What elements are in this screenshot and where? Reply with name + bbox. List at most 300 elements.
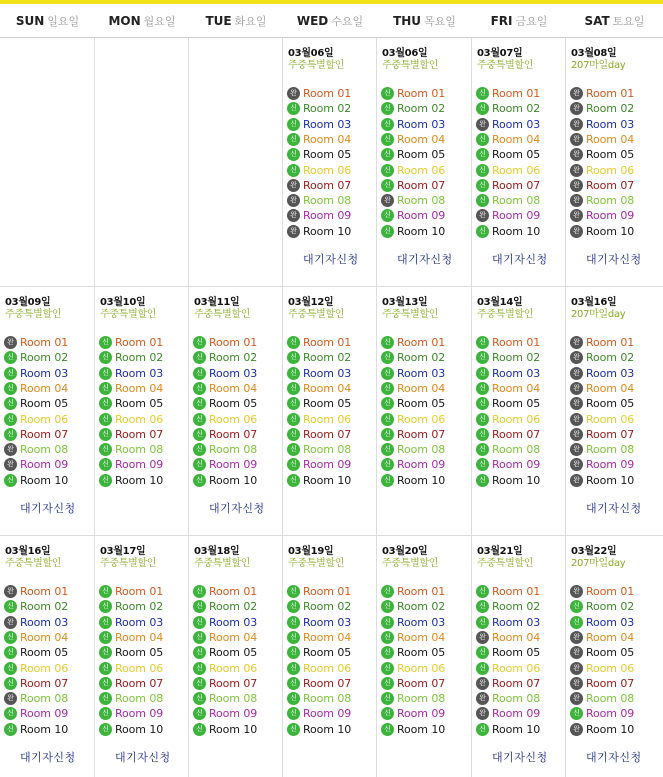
day-date: 03월12일 — [288, 297, 334, 308]
room-item[interactable] — [570, 208, 634, 223]
room-item[interactable] — [4, 442, 68, 457]
room-item[interactable] — [193, 706, 257, 721]
room-name: Room 09 — [115, 707, 164, 721]
room-item[interactable] — [476, 630, 540, 645]
room-name: Room 09 — [397, 209, 446, 223]
room-name: Room 03 — [20, 615, 69, 629]
room-item[interactable] — [193, 412, 257, 427]
room-name: Room 01 — [20, 585, 69, 598]
day-promo: 207마일day — [571, 60, 626, 71]
room-name: Room 01 — [586, 87, 635, 100]
room-name: Room 03 — [586, 117, 635, 131]
room-item[interactable] — [476, 427, 540, 442]
room-name: Room 01 — [397, 585, 446, 598]
room-item[interactable] — [287, 676, 351, 691]
room-item[interactable] — [99, 691, 163, 706]
room-item[interactable] — [476, 86, 540, 101]
room-name: Room 02 — [209, 351, 258, 365]
available-status-icon: 신 — [99, 428, 112, 441]
day-promo: 주중특별할인 — [288, 60, 345, 71]
room-item[interactable] — [287, 473, 351, 488]
room-item[interactable] — [193, 630, 257, 645]
day-date: 03월13일 — [382, 297, 428, 308]
room-item[interactable] — [381, 442, 445, 457]
room-item[interactable] — [4, 350, 68, 365]
available-status-icon: 신 — [99, 413, 112, 426]
room-item[interactable] — [381, 691, 445, 706]
waitlist-apply-link[interactable]: 대기자신청 — [115, 751, 171, 764]
room-item[interactable] — [99, 457, 163, 472]
room-item[interactable] — [4, 615, 68, 630]
room-item[interactable] — [99, 350, 163, 365]
room-item[interactable] — [476, 335, 540, 350]
room-name: Room 06 — [303, 412, 352, 426]
room-item[interactable] — [570, 427, 634, 442]
room-item[interactable] — [570, 615, 634, 630]
waitlist-apply-link[interactable]: 대기자신청 — [397, 253, 453, 266]
room-item[interactable] — [570, 117, 634, 132]
available-status-icon: 신 — [4, 413, 17, 426]
room-item[interactable] — [287, 706, 351, 721]
reserved-status-icon: 완 — [570, 413, 583, 426]
reserved-status-icon: 완 — [570, 164, 583, 177]
room-item[interactable] — [4, 396, 68, 411]
room-item[interactable] — [4, 412, 68, 427]
room-item[interactable] — [99, 427, 163, 442]
room-item[interactable] — [476, 193, 540, 208]
available-status-icon: 신 — [193, 646, 206, 659]
room-item[interactable] — [476, 412, 540, 427]
room-item[interactable] — [476, 147, 540, 162]
room-item[interactable] — [381, 599, 445, 614]
room-item[interactable] — [570, 147, 634, 162]
room-item[interactable] — [193, 645, 257, 660]
room-item[interactable] — [381, 722, 445, 737]
room-item[interactable] — [381, 335, 445, 350]
room-item[interactable] — [381, 193, 445, 208]
room-item[interactable] — [193, 661, 257, 676]
room-item[interactable] — [287, 381, 351, 396]
room-name: Room 10 — [586, 224, 635, 238]
room-item[interactable] — [381, 366, 445, 381]
room-name: Room 04 — [586, 630, 635, 644]
reserved-status-icon: 완 — [287, 87, 300, 100]
room-item[interactable] — [193, 396, 257, 411]
room-item[interactable] — [476, 381, 540, 396]
day-promo: 주중특별할인 — [5, 309, 62, 320]
room-name: Room 09 — [586, 707, 635, 721]
room-item[interactable] — [381, 132, 445, 147]
room-item[interactable] — [570, 473, 634, 488]
day-cell — [566, 38, 663, 287]
room-item[interactable] — [287, 615, 351, 630]
room-name: Room 07 — [397, 427, 446, 441]
room-name: Room 07 — [492, 178, 541, 192]
waitlist-apply-link[interactable]: 대기자신청 — [20, 751, 76, 764]
day-header-thu — [377, 4, 472, 37]
room-item[interactable] — [287, 691, 351, 706]
room-item[interactable] — [476, 584, 540, 599]
room-item[interactable] — [287, 335, 351, 350]
room-item[interactable] — [4, 584, 68, 599]
room-item[interactable] — [287, 457, 351, 472]
room-item[interactable] — [287, 661, 351, 676]
waitlist-apply-link[interactable]: 대기자신청 — [492, 751, 548, 764]
available-status-icon: 신 — [287, 707, 300, 720]
room-item[interactable] — [381, 350, 445, 365]
room-name: Room 09 — [492, 458, 541, 472]
room-item[interactable] — [381, 147, 445, 162]
room-item[interactable] — [287, 117, 351, 132]
room-item[interactable] — [4, 427, 68, 442]
room-item[interactable] — [476, 132, 540, 147]
room-item[interactable] — [287, 224, 351, 239]
room-item[interactable] — [570, 584, 634, 599]
room-item[interactable] — [476, 457, 540, 472]
room-item[interactable] — [99, 442, 163, 457]
room-item[interactable] — [381, 224, 445, 239]
room-item[interactable] — [381, 117, 445, 132]
available-status-icon: 신 — [287, 474, 300, 487]
available-status-icon: 신 — [287, 428, 300, 441]
room-item[interactable] — [287, 147, 351, 162]
available-status-icon: 신 — [4, 428, 17, 441]
room-name: Room 03 — [397, 117, 446, 131]
room-item[interactable] — [287, 366, 351, 381]
reserved-status-icon: 완 — [570, 102, 583, 115]
room-name: Room 03 — [492, 615, 541, 629]
room-name: Room 01 — [492, 336, 541, 349]
room-item[interactable] — [476, 676, 540, 691]
room-item[interactable] — [570, 335, 634, 350]
room-name: Room 07 — [303, 676, 352, 690]
available-status-icon: 신 — [476, 397, 489, 410]
room-item[interactable] — [570, 132, 634, 147]
room-item[interactable] — [287, 599, 351, 614]
available-status-icon: 신 — [4, 367, 17, 380]
room-item[interactable] — [287, 412, 351, 427]
room-item[interactable] — [99, 584, 163, 599]
day-date: 03월22일 — [571, 546, 617, 557]
room-item[interactable] — [287, 101, 351, 116]
waitlist-apply-link[interactable]: 대기자신청 — [586, 253, 642, 266]
room-item[interactable] — [381, 178, 445, 193]
room-item[interactable] — [193, 615, 257, 630]
room-item[interactable] — [570, 86, 634, 101]
room-item[interactable] — [381, 208, 445, 223]
room-item[interactable] — [193, 442, 257, 457]
room-item[interactable] — [287, 645, 351, 660]
room-item[interactable] — [476, 706, 540, 721]
waitlist-apply-link[interactable]: 대기자신청 — [492, 253, 548, 266]
room-item[interactable] — [381, 396, 445, 411]
reserved-status-icon: 완 — [381, 194, 394, 207]
room-item[interactable] — [570, 381, 634, 396]
room-item[interactable] — [570, 630, 634, 645]
available-status-icon: 신 — [99, 367, 112, 380]
room-item[interactable] — [4, 661, 68, 676]
room-item[interactable] — [287, 427, 351, 442]
available-status-icon: 신 — [287, 351, 300, 364]
room-item[interactable] — [287, 208, 351, 223]
room-item[interactable] — [570, 691, 634, 706]
room-item[interactable] — [4, 645, 68, 660]
room-item[interactable] — [99, 599, 163, 614]
room-item[interactable] — [476, 442, 540, 457]
room-item[interactable] — [4, 381, 68, 396]
room-item[interactable] — [287, 163, 351, 178]
room-item[interactable] — [99, 335, 163, 350]
room-item[interactable] — [570, 645, 634, 660]
room-name: Room 08 — [586, 692, 635, 706]
available-status-icon: 신 — [381, 600, 394, 613]
room-item[interactable] — [570, 350, 634, 365]
room-item[interactable] — [476, 366, 540, 381]
room-name: Room 02 — [115, 600, 164, 614]
room-item[interactable] — [476, 691, 540, 706]
room-item[interactable] — [570, 442, 634, 457]
room-name: Room 01 — [492, 87, 541, 100]
room-name: Room 01 — [492, 585, 541, 598]
day-promo: 주중특별할인 — [100, 558, 157, 569]
available-status-icon: 신 — [287, 336, 300, 349]
room-item[interactable] — [287, 630, 351, 645]
room-item[interactable] — [381, 457, 445, 472]
waitlist-apply-link[interactable]: 대기자신청 — [209, 502, 265, 515]
available-status-icon: 신 — [287, 692, 300, 705]
room-item[interactable] — [193, 457, 257, 472]
room-name: Room 01 — [303, 87, 352, 100]
room-item[interactable] — [287, 86, 351, 101]
room-item[interactable] — [193, 691, 257, 706]
room-item[interactable] — [476, 473, 540, 488]
available-status-icon: 신 — [287, 367, 300, 380]
room-item[interactable] — [381, 412, 445, 427]
room-item[interactable] — [570, 396, 634, 411]
room-item[interactable] — [476, 117, 540, 132]
room-item[interactable] — [381, 427, 445, 442]
room-item[interactable] — [570, 224, 634, 239]
room-item[interactable] — [287, 178, 351, 193]
room-item[interactable] — [476, 615, 540, 630]
available-status-icon: 신 — [381, 209, 394, 222]
room-name: Room 05 — [115, 646, 164, 660]
room-item[interactable] — [476, 350, 540, 365]
room-item[interactable] — [99, 381, 163, 396]
room-item[interactable] — [570, 722, 634, 737]
room-name: Room 10 — [586, 473, 635, 487]
available-status-icon: 신 — [193, 707, 206, 720]
room-name: Room 10 — [397, 473, 446, 487]
room-item[interactable] — [4, 722, 68, 737]
available-status-icon: 신 — [476, 102, 489, 115]
room-name: Room 02 — [586, 600, 635, 614]
room-name: Room 03 — [586, 615, 635, 629]
room-item[interactable] — [570, 163, 634, 178]
room-item[interactable] — [99, 473, 163, 488]
room-name: Room 05 — [492, 148, 541, 162]
room-item[interactable] — [381, 473, 445, 488]
room-item[interactable] — [476, 599, 540, 614]
room-item[interactable] — [381, 645, 445, 660]
day-cell — [95, 287, 189, 536]
room-item[interactable] — [287, 350, 351, 365]
room-item[interactable] — [476, 661, 540, 676]
room-name: Room 09 — [492, 707, 541, 721]
room-item[interactable] — [381, 381, 445, 396]
room-item[interactable] — [570, 412, 634, 427]
reserved-status-icon: 완 — [570, 225, 583, 238]
room-item[interactable] — [193, 584, 257, 599]
room-item[interactable] — [4, 691, 68, 706]
room-item[interactable] — [287, 132, 351, 147]
room-item[interactable] — [287, 193, 351, 208]
room-name: Room 09 — [397, 707, 446, 721]
day-header-ko: 화요일 — [234, 14, 267, 28]
room-item[interactable] — [570, 193, 634, 208]
room-item[interactable] — [476, 163, 540, 178]
room-item[interactable] — [570, 706, 634, 721]
reserved-status-icon: 완 — [476, 692, 489, 705]
room-item[interactable] — [193, 350, 257, 365]
room-item[interactable] — [381, 163, 445, 178]
room-name: Room 03 — [397, 615, 446, 629]
room-name: Room 05 — [20, 397, 69, 411]
room-item[interactable] — [193, 427, 257, 442]
room-item[interactable] — [4, 335, 68, 350]
room-name: Room 04 — [397, 132, 446, 146]
room-item[interactable] — [570, 676, 634, 691]
room-item[interactable] — [193, 335, 257, 350]
waitlist-apply-link[interactable]: 대기자신청 — [20, 502, 76, 515]
room-item[interactable] — [381, 630, 445, 645]
room-item[interactable] — [193, 676, 257, 691]
room-item[interactable] — [287, 584, 351, 599]
room-item[interactable] — [287, 442, 351, 457]
room-item[interactable] — [570, 101, 634, 116]
room-item[interactable] — [381, 615, 445, 630]
room-item[interactable] — [4, 630, 68, 645]
room-item[interactable] — [570, 599, 634, 614]
room-name: Room 04 — [20, 630, 69, 644]
room-item[interactable] — [193, 722, 257, 737]
room-item[interactable] — [4, 366, 68, 381]
room-item[interactable] — [4, 599, 68, 614]
reserved-status-icon: 완 — [287, 194, 300, 207]
room-item[interactable] — [287, 722, 351, 737]
room-item[interactable] — [476, 178, 540, 193]
reserved-status-icon: 완 — [4, 336, 17, 349]
room-name: Room 05 — [209, 646, 258, 660]
room-name: Room 08 — [397, 194, 446, 208]
room-item[interactable] — [99, 396, 163, 411]
room-item[interactable] — [476, 645, 540, 660]
room-name: Room 08 — [492, 443, 541, 457]
day-promo: 주중특별할인 — [477, 558, 534, 569]
room-item[interactable] — [193, 599, 257, 614]
room-name: Room 08 — [303, 692, 352, 706]
room-name: Room 06 — [20, 661, 69, 675]
room-item[interactable] — [4, 473, 68, 488]
available-status-icon: 신 — [287, 600, 300, 613]
room-item[interactable] — [381, 706, 445, 721]
reserved-status-icon: 완 — [287, 225, 300, 238]
room-name: Room 04 — [492, 132, 541, 146]
room-item[interactable] — [193, 381, 257, 396]
room-item[interactable] — [570, 366, 634, 381]
room-item[interactable] — [99, 706, 163, 721]
day-date: 03월10일 — [100, 297, 146, 308]
waitlist-apply-link[interactable]: 대기자신청 — [303, 253, 359, 266]
reserved-status-icon: 완 — [570, 646, 583, 659]
room-item[interactable] — [99, 676, 163, 691]
available-status-icon: 신 — [476, 474, 489, 487]
room-name: Room 08 — [115, 443, 164, 457]
room-item[interactable] — [193, 473, 257, 488]
day-cell — [189, 536, 283, 777]
room-item[interactable] — [570, 178, 634, 193]
available-status-icon: 신 — [193, 367, 206, 380]
room-item[interactable] — [193, 366, 257, 381]
room-item[interactable] — [570, 457, 634, 472]
day-promo: 207마일day — [571, 558, 626, 569]
room-item[interactable] — [99, 615, 163, 630]
room-item[interactable] — [99, 412, 163, 427]
available-status-icon: 신 — [287, 118, 300, 131]
room-item[interactable] — [99, 645, 163, 660]
available-status-icon: 신 — [381, 351, 394, 364]
room-name: Room 04 — [209, 630, 258, 644]
room-item[interactable] — [287, 396, 351, 411]
room-item[interactable] — [381, 101, 445, 116]
room-item[interactable] — [381, 661, 445, 676]
room-name: Room 03 — [209, 366, 258, 380]
room-item[interactable] — [99, 366, 163, 381]
room-name: Room 06 — [303, 163, 352, 177]
room-item[interactable] — [476, 208, 540, 223]
room-item[interactable] — [476, 722, 540, 737]
available-status-icon: 신 — [99, 723, 112, 736]
day-promo: 주중특별할인 — [382, 309, 439, 320]
room-item[interactable] — [381, 584, 445, 599]
room-item[interactable] — [4, 457, 68, 472]
reserved-status-icon: 완 — [570, 662, 583, 675]
room-name: Room 07 — [20, 676, 69, 690]
room-name: Room 10 — [397, 722, 446, 736]
room-item[interactable] — [4, 706, 68, 721]
waitlist-apply-link[interactable]: 대기자신청 — [586, 502, 642, 515]
waitlist-apply-link[interactable]: 대기자신청 — [586, 751, 642, 764]
room-item[interactable] — [99, 630, 163, 645]
room-item[interactable] — [381, 676, 445, 691]
day-promo: 주중특별할인 — [477, 309, 534, 320]
room-name: Room 08 — [492, 194, 541, 208]
room-item[interactable] — [476, 101, 540, 116]
room-item[interactable] — [4, 676, 68, 691]
day-date: 03월18일 — [194, 546, 240, 557]
room-item[interactable] — [99, 661, 163, 676]
room-name: Room 10 — [20, 722, 69, 736]
room-item[interactable] — [99, 722, 163, 737]
room-name: Room 02 — [397, 102, 446, 116]
room-item[interactable] — [476, 224, 540, 239]
room-item[interactable] — [381, 86, 445, 101]
room-item[interactable] — [476, 396, 540, 411]
room-item[interactable] — [570, 661, 634, 676]
room-name: Room 01 — [115, 585, 164, 598]
available-status-icon: 신 — [99, 397, 112, 410]
room-name: Room 02 — [115, 351, 164, 365]
